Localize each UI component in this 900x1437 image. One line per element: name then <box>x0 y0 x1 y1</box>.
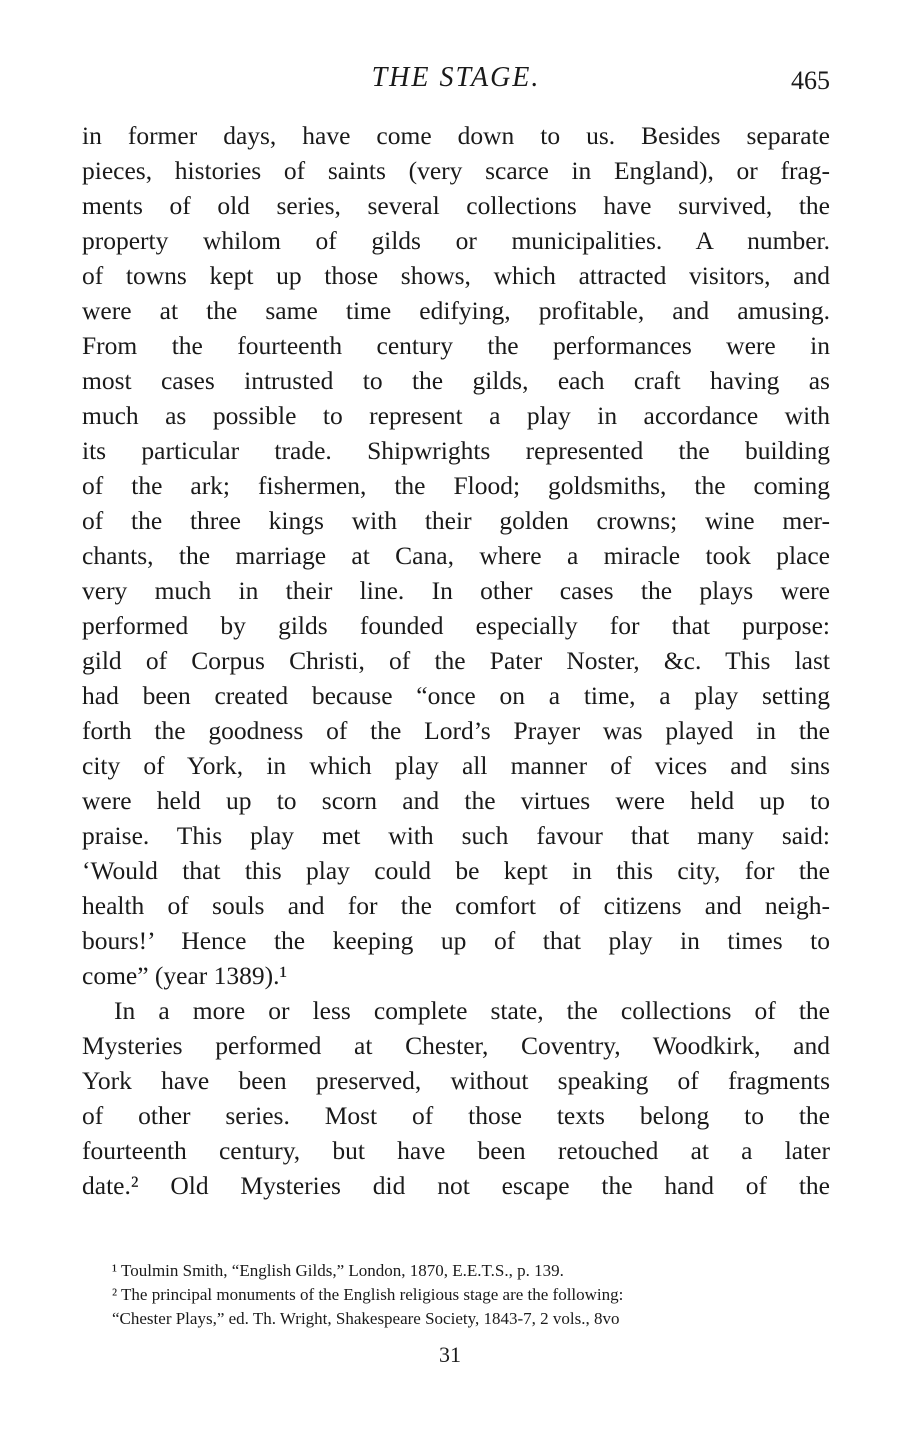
text-line: of towns kept up those shows, which attracted visitors, and <box>82 261 830 290</box>
text-line: ments of old series, several collections have survived, the <box>82 191 830 220</box>
paragraph-start-line: In a more or less complete state, the collections of the <box>114 996 830 1025</box>
text-line: of the ark; fishermen, the Flood; goldsmiths, the coming <box>82 471 830 500</box>
text-line: were at the same time edifying, profitable, and amusing. <box>82 296 830 325</box>
text-line: pieces, histories of saints (very scarce in England), or frag- <box>82 156 830 185</box>
running-title: THE STAGE. <box>371 62 541 93</box>
text-line: date.² Old Mysteries did not escape the hand of the <box>82 1171 830 1200</box>
footnotes <box>112 1259 822 1331</box>
text-line: of other series. Most of those texts belong to the <box>82 1101 830 1130</box>
body-text <box>82 118 830 1203</box>
paragraph-end-line: come” (year 1389).¹ <box>82 961 288 990</box>
text-line: praise. This play met with such favour that many said: <box>82 821 830 850</box>
text-line: city of York, in which play all manner of vices and sins <box>82 751 830 780</box>
text-line: most cases intrusted to the gilds, each craft having as <box>82 366 830 395</box>
page-number: 465 <box>791 66 830 95</box>
text-line: From the fourteenth century the performances were in <box>82 331 830 360</box>
text-line: much as possible to represent a play in accordance with <box>82 401 830 430</box>
footnote-2: ² The principal monuments of the English religious stage are the following: <box>112 1285 624 1304</box>
footnote-1: ¹ Toulmin Smith, “English Gilds,” London, 1870, E.E.T.S., p. 139. <box>112 1261 564 1280</box>
text-line: fourteenth century, but have been retouched at a later <box>82 1136 830 1165</box>
running-head <box>82 62 830 102</box>
text-line: gild of Corpus Christi, of the Pater Noster, &c. This last <box>82 646 830 675</box>
text-line: of the three kings with their golden crowns; wine mer- <box>82 506 830 535</box>
text-line: health of souls and for the comfort of citizens and neigh- <box>82 891 830 920</box>
text-line: chants, the marriage at Cana, where a miracle took place <box>82 541 830 570</box>
text-line: Mysteries performed at Chester, Coventry, Woodkirk, and <box>82 1031 830 1060</box>
text-line: were held up to scorn and the virtues were held up to <box>82 786 830 815</box>
text-line: ‘Would that this play could be kept in this city, for the <box>82 856 830 885</box>
text-line: very much in their line. In other cases the plays were <box>82 576 830 605</box>
signature-mark: 31 <box>439 1342 461 1367</box>
text-line: York have been preserved, without speaking of fragments <box>82 1066 830 1095</box>
text-line: in former days, have come down to us. Besides separate <box>82 121 830 150</box>
text-line: its particular trade. Shipwrights represented the building <box>82 436 830 465</box>
text-line: performed by gilds founded especially for that purpose: <box>82 611 830 640</box>
footnote-2-continued: “Chester Plays,” ed. Th. Wright, Shakespeare Society, 1843-7, 2 vols., 8vo <box>112 1309 620 1328</box>
text-line: had been created because “once on a time, a play setting <box>82 681 830 710</box>
text-line: bours!’ Hence the keeping up of that play in times to <box>82 926 830 955</box>
text-line: forth the goodness of the Lord’s Prayer was played in the <box>82 716 830 745</box>
text-line: property whilom of gilds or municipalities. A number. <box>82 226 830 255</box>
